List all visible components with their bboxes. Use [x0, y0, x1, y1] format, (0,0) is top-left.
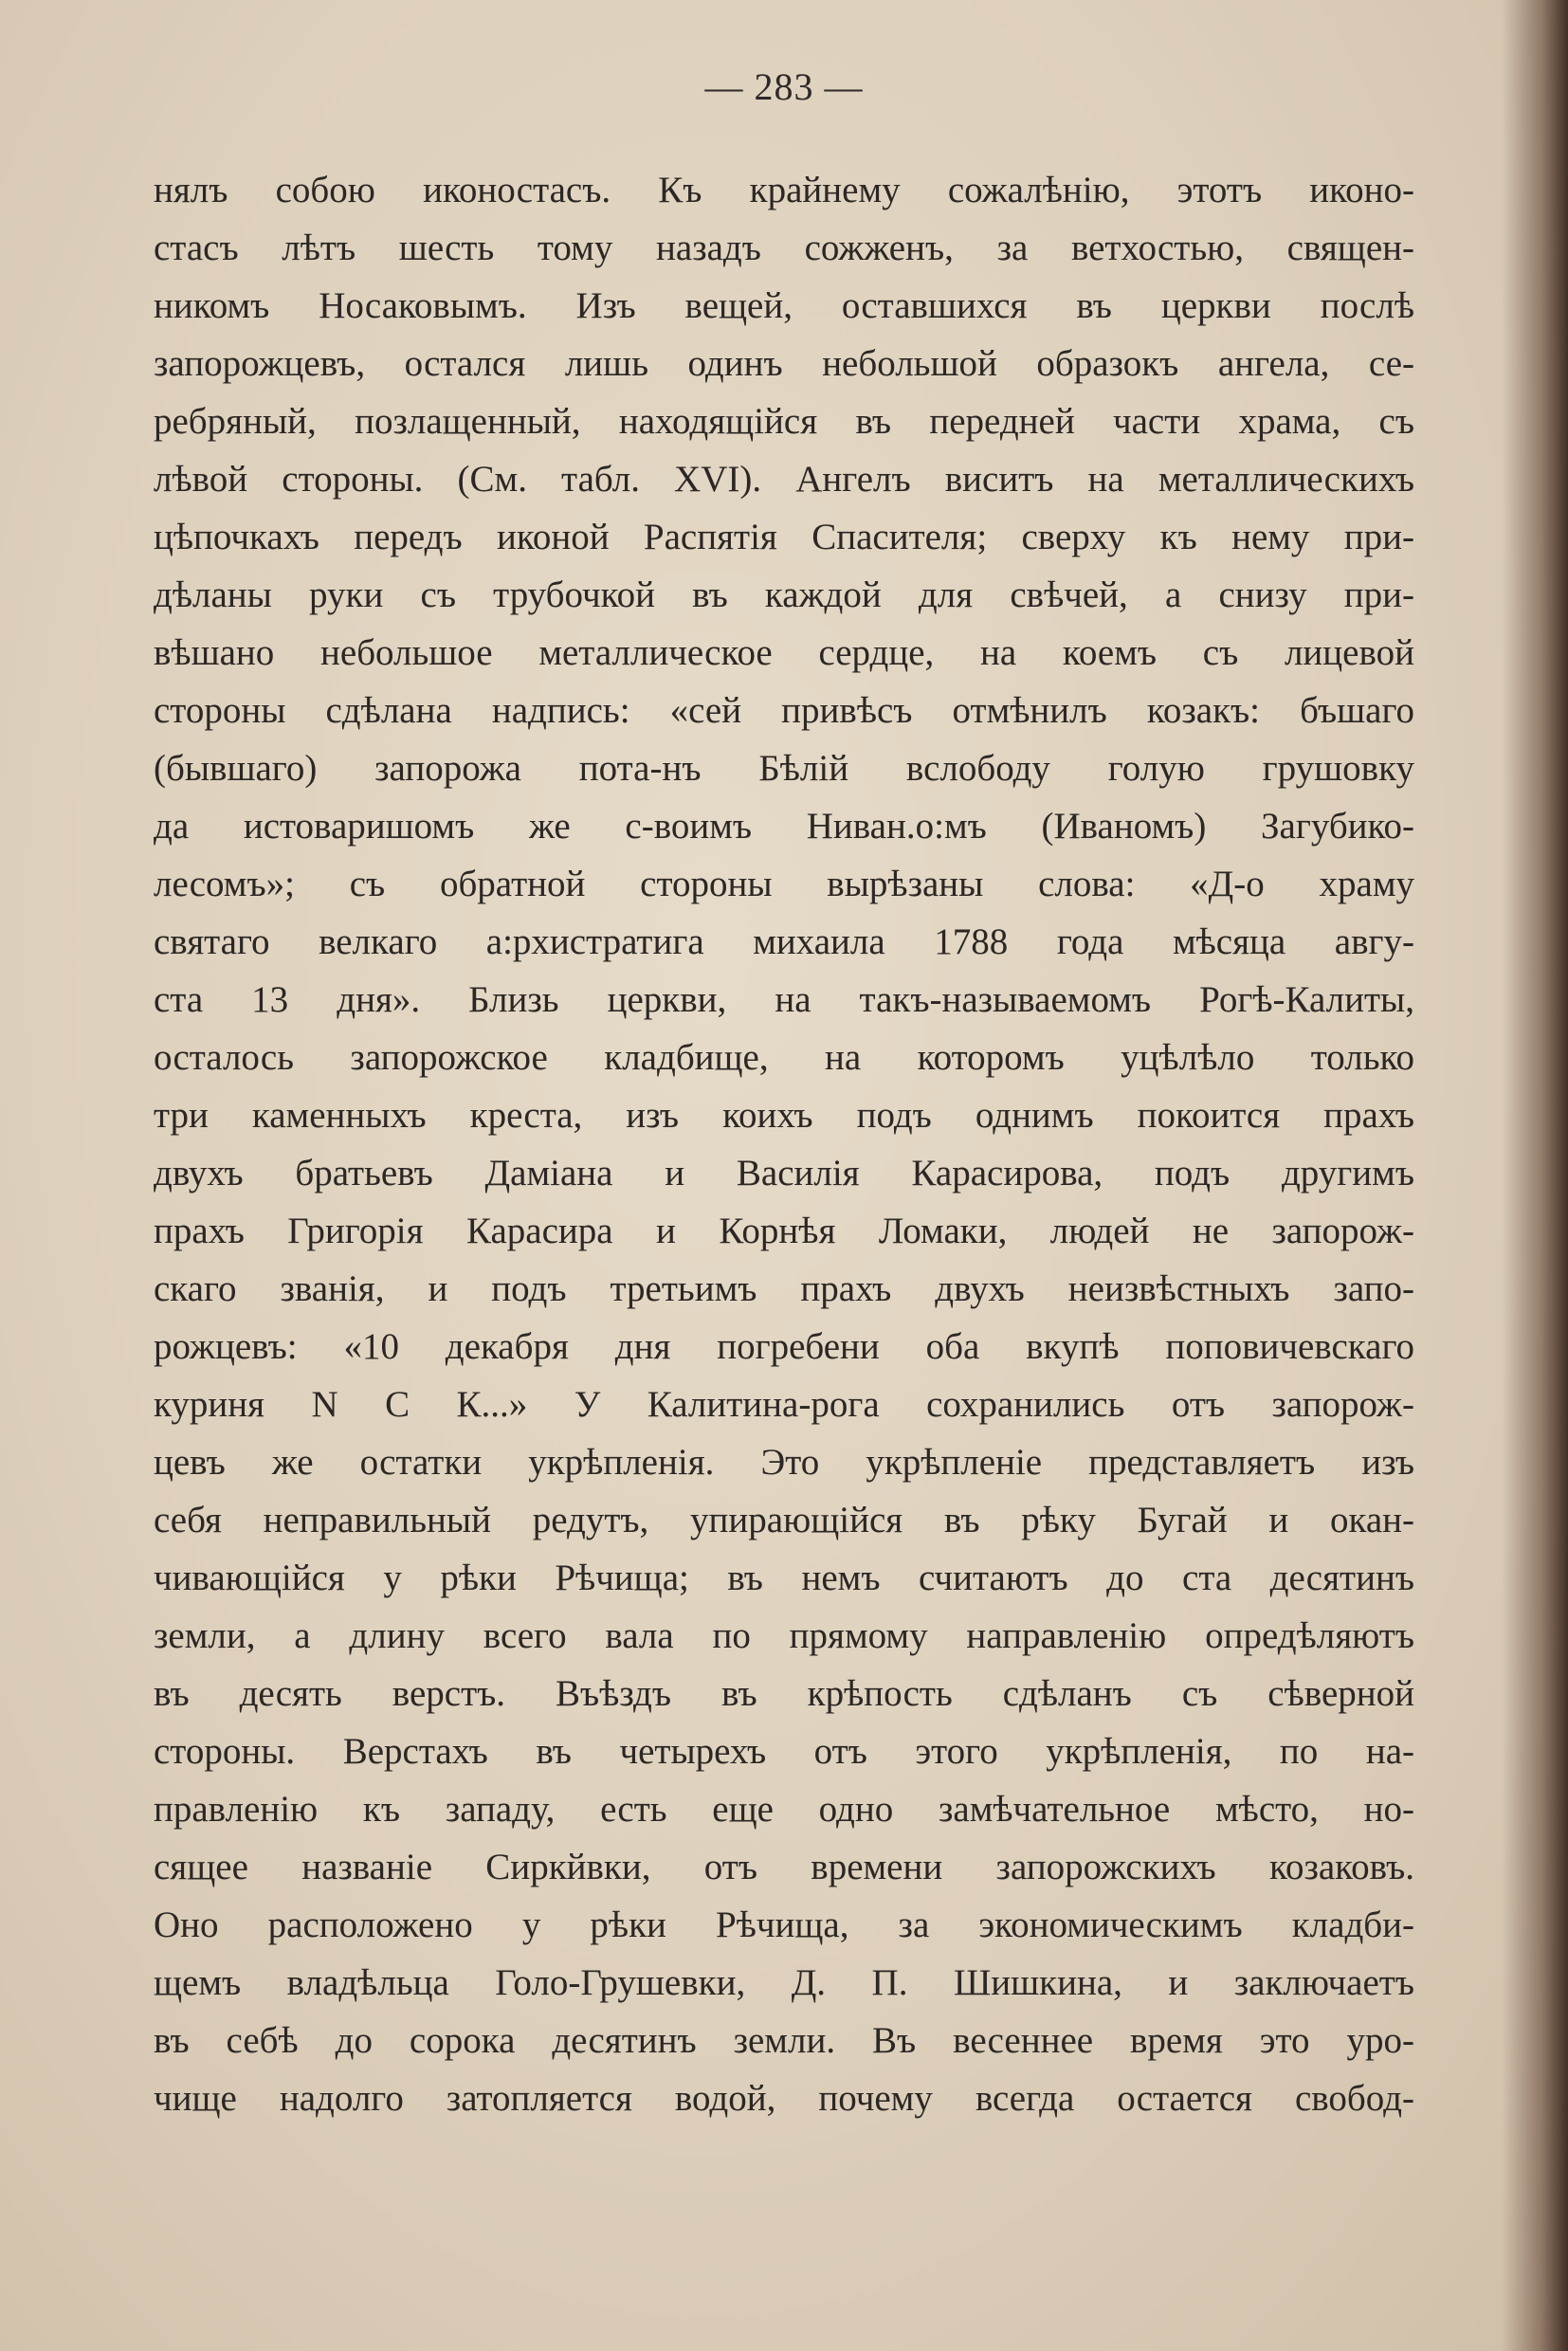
- text-line: осталось запорожское кладбище, на которомъ уцѣлѣло только: [154, 1037, 1414, 1078]
- text-line: щемъ владѣльца Голо-Грушевки, Д. П. Шишкина, и заключаетъ: [154, 1962, 1414, 2003]
- text-line: никомъ Носаковымъ. Изъ вещей, оставшихся въ церкви послѣ: [154, 285, 1414, 326]
- text-line: стасъ лѣтъ шесть тому назадъ сожженъ, за ветхостью, священ-: [154, 228, 1414, 268]
- text-line: земли, а длину всего вала по прямому направленію опредѣляютъ: [154, 1615, 1414, 1656]
- text-line: святаго велкаго а:рхистратига михаила 1788 года мѣсяца авгу-: [154, 921, 1414, 962]
- text-line: цевъ же остатки укрѣпленія. Это укрѣпленіе представляетъ изъ: [154, 1442, 1414, 1483]
- text-line: лесомъ»; съ обратной стороны вырѣзаны слова: «Д-о храму: [154, 864, 1414, 904]
- text-line: да истоваришомъ же с-воимъ Ниван.о:мъ (Иваномъ) Загубико-: [154, 806, 1414, 847]
- text-line: запорожцевъ, остался лишь одинъ небольшой образокъ ангела, се-: [154, 343, 1414, 384]
- text-line: ста 13 дня». Близь церкви, на такъ-называемомъ Рогѣ-Калиты,: [154, 979, 1414, 1020]
- text-line: въ десять верстъ. Въѣздъ въ крѣпость сдѣланъ съ сѣверной: [154, 1673, 1414, 1714]
- text-line: нялъ собою иконостасъ. Къ крайнему сожалѣнію, этотъ иконо-: [154, 170, 1414, 210]
- text-line: сящее названіе Сиркйвки, отъ времени запорожскихъ козаковъ.: [154, 1847, 1414, 1887]
- text-line: скаго званія, и подъ третьимъ прахъ двухъ неизвѣстныхъ запо-: [154, 1268, 1414, 1309]
- text-line: лѣвой стороны. (См. табл. XVI). Ангелъ виситъ на металлическихъ: [154, 459, 1414, 500]
- text-line: въ себѣ до сорока десятинъ земли. Въ весеннее время это уро-: [154, 2020, 1414, 2061]
- text-line: вѣшано небольшое металлическое сердце, на коемъ съ лицевой: [154, 632, 1414, 673]
- text-line: три каменныхъ креста, изъ коихъ подъ однимъ покоится прахъ: [154, 1095, 1414, 1136]
- page-number: — 283 —: [704, 65, 864, 108]
- text-line: стороны сдѣлана надпись: «сей привѣсъ отмѣнилъ козакъ: бъшаго: [154, 690, 1414, 731]
- text-line: дѣланы руки съ трубочкой въ каждой для свѣчей, а снизу при-: [154, 574, 1414, 615]
- text-line: цѣпочкахъ передъ иконой Распятія Спасителя; сверху къ нему при-: [154, 517, 1414, 557]
- text-line: чивающійся у рѣки Рѣчища; въ немъ считаютъ до ста десятинъ: [154, 1558, 1414, 1598]
- text-line: куриня N С К...» У Калитина-рога сохранились отъ запорож-: [154, 1384, 1414, 1425]
- binding-shadow: [1502, 0, 1568, 2351]
- text-line: (бывшаго) запорожа пота-нъ Бѣлій вслободу голую грушовку: [154, 748, 1414, 789]
- text-line: ребряный, позлащенный, находящійся въ передней части храма, съ: [154, 401, 1414, 442]
- text-line: Оно расположено у рѣки Рѣчища, за экономическимъ кладби-: [154, 1904, 1414, 1945]
- text-line: себя неправильный редутъ, упирающійся въ рѣку Бугай и окан-: [154, 1500, 1414, 1540]
- text-line: чище надолго затопляется водой, почему всегда остается свобод-: [154, 2078, 1414, 2119]
- text-line: рожцевъ: «10 декабря дня погребени оба вкупѣ поповичевскаго: [154, 1326, 1414, 1367]
- text-line: стороны. Верстахъ въ четырехъ отъ этого укрѣпленія, по на-: [154, 1731, 1414, 1772]
- text-line: прахъ Григорія Карасира и Корнѣя Ломаки, людей не запорож-: [154, 1211, 1414, 1251]
- text-line: правленію къ западу, есть еще одно замѣчательное мѣсто, но-: [154, 1789, 1414, 1830]
- body-text: [154, 161, 1414, 2127]
- text-line: двухъ братьевъ Даміана и Василія Карасирова, подъ другимъ: [154, 1153, 1414, 1194]
